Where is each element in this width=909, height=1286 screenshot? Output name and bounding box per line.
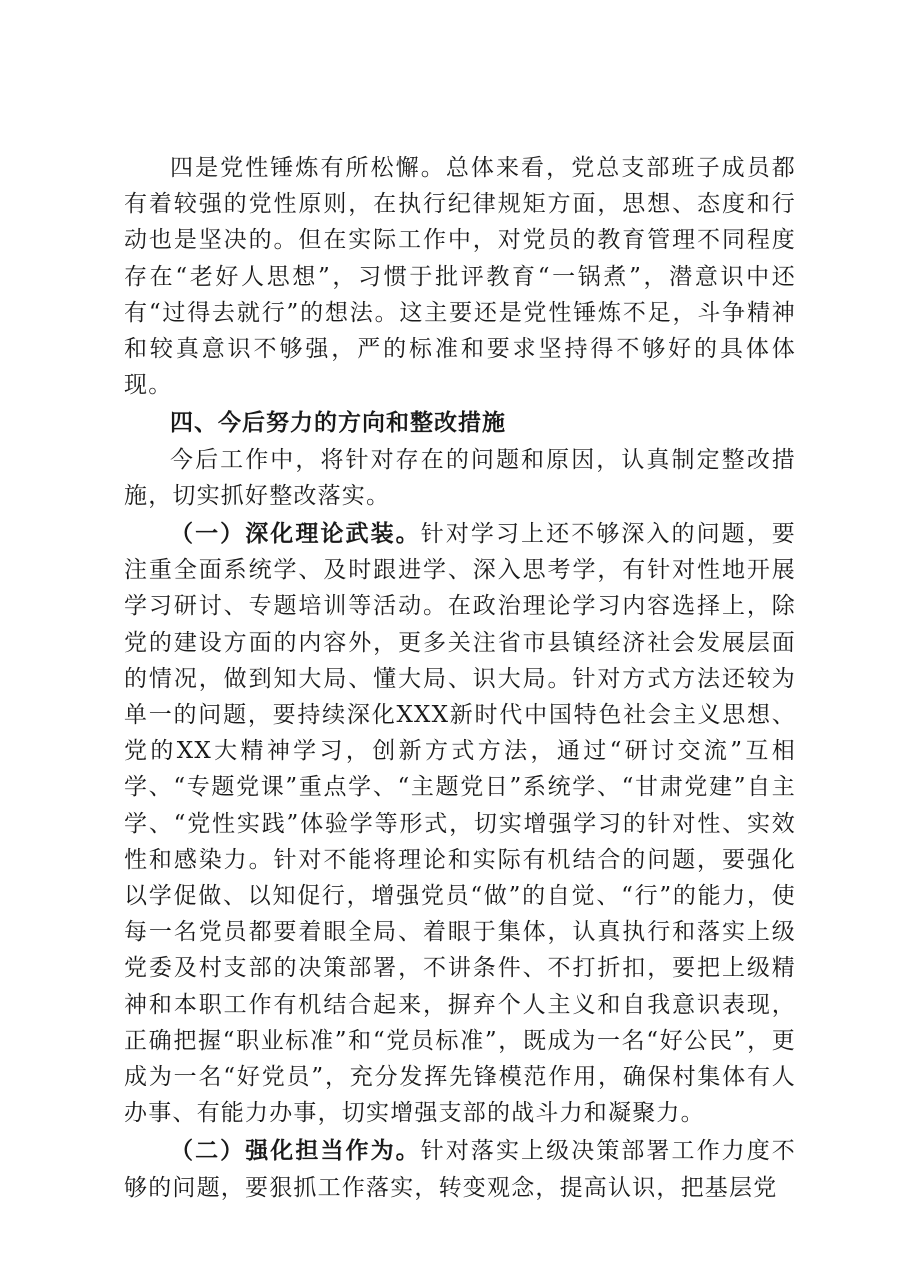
document-body bbox=[124, 150, 796, 1206]
item-2-lead: （二）强化担当作为。 bbox=[170, 1137, 421, 1165]
item-2-body: 针对落实上级决策部署工作力度不够的问题，要狠抓工作落实，转变观念，提高认识，把基层党 bbox=[124, 1138, 796, 1201]
item-1-body: 针对学习上还不够深入的问题，要注重全面系统学、及时跟进学、深入思考学，有针对性地开展学习研讨、专题培训等活动。在政治理论学习内容选择上，除党的建设方面的内容外，更多关注省市县镇经济社会发展层面的情况，做到知大局、懂大局、识大局。针对方式方法还较为单一的问题，要持续深化XXX新时代中国特色社会主义思想、党的XX大精神学习，创新方式方法，通过“研讨交流”互相学、“专题党课”重点学、“主题党日”系统学、“甘肃党建”自主学、“党性实践”体验学等形式，切实增强学习的针对性、实效性和感染力。针对不能将理论和实际有机结合的问题，要强化以学促做、以知促行，增强党员“做”的自觉、“行”的能力，使每一名党员都要着眼全局、着眼于集体，认真执行和落实上级党委及村支部的决策部署，不讲条件、不打折扣，要把上级精神和本职工作有机结合起来，摒弃个人主义和自我意识表现，正确把握“职业标准”和“党员标准”，既成为一名“好公民”，更成为一名“好党员”，充分发挥先锋模范作用，确保村集体有人办事、有能力办事，切实增强支部的战斗力和凝聚力。 bbox=[124, 521, 796, 1127]
paragraph-item-1 bbox=[124, 516, 796, 1131]
paragraph-party-spirit: 四是党性锤炼有所松懈。总体来看，党总支部班子成员都有着较强的党性原则，在执行纪律规矩方面，思想、态度和行动也是坚决的。但在实际工作中，对党员的教育管理不同程度存在“老好人思想”，习惯于批评教育“一锅煮”，潜意识中还有“过得去就行”的想法。这主要还是党性锤炼不足，斗争精神和较真意识不够强，严的标准和要求坚持得不够好的具体体现。 bbox=[124, 155, 796, 399]
paragraph-intro: 今后工作中，将针对存在的问题和原因，认真制定整改措施，切实抓好整改落实。 bbox=[124, 446, 796, 509]
section-heading: 四、今后努力的方向和整改措施 bbox=[170, 410, 506, 437]
item-1-lead: （一）深化理论武装。 bbox=[170, 520, 421, 548]
paragraph-item-2 bbox=[124, 1133, 796, 1205]
